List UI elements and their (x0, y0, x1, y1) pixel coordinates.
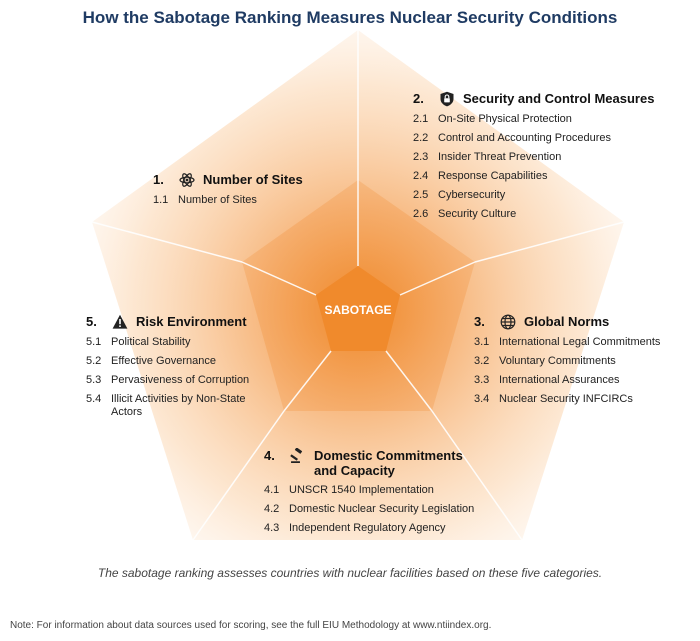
list-item: 5.2 Effective Governance (86, 355, 216, 367)
footnote: Note: For information about data sources used for scoring, see the full EIU Methodology at www.ntiindex.org. (10, 620, 492, 631)
globe-icon (500, 314, 516, 330)
list-item: 4.2 Domestic Nuclear Security Legislation (264, 503, 475, 515)
category-5-header (86, 314, 276, 330)
list-item: 4.3 Independent Regulatory Agency (264, 522, 446, 534)
category-2-title: Security and Control Measures (463, 91, 655, 106)
list-item: 1.1 Number of Sites (153, 194, 257, 206)
list-item: 2.5 Cybersecurity (413, 189, 506, 201)
list-item: 2.3 Insider Threat Prevention (413, 151, 562, 163)
category-3 (474, 314, 694, 412)
category-2-header (413, 91, 673, 107)
lock-shield-icon (439, 91, 455, 107)
category-4-header (264, 448, 504, 478)
caption: The sabotage ranking assesses countries with nuclear facilities based on these five categories. (97, 566, 603, 580)
category-5 (86, 314, 276, 425)
category-4-title: Domestic Commitments and Capacity (314, 448, 463, 478)
page-title: How the Sabotage Ranking Measures Nuclear Security Conditions (82, 8, 618, 27)
category-1-number: 1. (153, 172, 164, 187)
category-2 (413, 91, 673, 227)
atom-icon (179, 172, 195, 188)
category-1 (153, 172, 353, 213)
category-1-header (153, 172, 353, 188)
category-1-title: Number of Sites (203, 172, 303, 187)
list-item: 3.1 International Legal Commitments (474, 336, 661, 348)
center-label: SABOTAGE (324, 303, 392, 317)
list-item: 3.3 International Assurances (474, 374, 620, 386)
category-3-header (474, 314, 694, 330)
gavel-icon (290, 448, 306, 464)
category-4 (264, 448, 504, 541)
list-item: 5.3 Pervasiveness of Corruption (86, 374, 250, 386)
category-3-title: Global Norms (524, 314, 610, 329)
list-item: 5.1 Political Stability (86, 336, 191, 348)
list-item: 2.6 Security Culture (413, 208, 517, 220)
list-item: 2.1 On-Site Physical Protection (413, 113, 572, 125)
list-item: 3.4 Nuclear Security INFCIRCs (474, 393, 633, 405)
list-item: 4.1 UNSCR 1540 Implementation (264, 484, 434, 496)
list-item: 2.4 Response Capabilities (413, 170, 548, 182)
category-4-number: 4. (264, 448, 275, 463)
warning-icon (112, 314, 128, 330)
category-2-number: 2. (413, 91, 424, 106)
list-item: 2.2 Control and Accounting Procedures (413, 132, 612, 144)
category-3-number: 3. (474, 314, 485, 329)
list-item: 5.4 Illicit Activities by Non-State Actors (86, 393, 246, 418)
list-item: 3.2 Voluntary Commitments (474, 355, 616, 367)
category-5-number: 5. (86, 314, 97, 329)
category-5-title: Risk Environment (136, 314, 247, 329)
